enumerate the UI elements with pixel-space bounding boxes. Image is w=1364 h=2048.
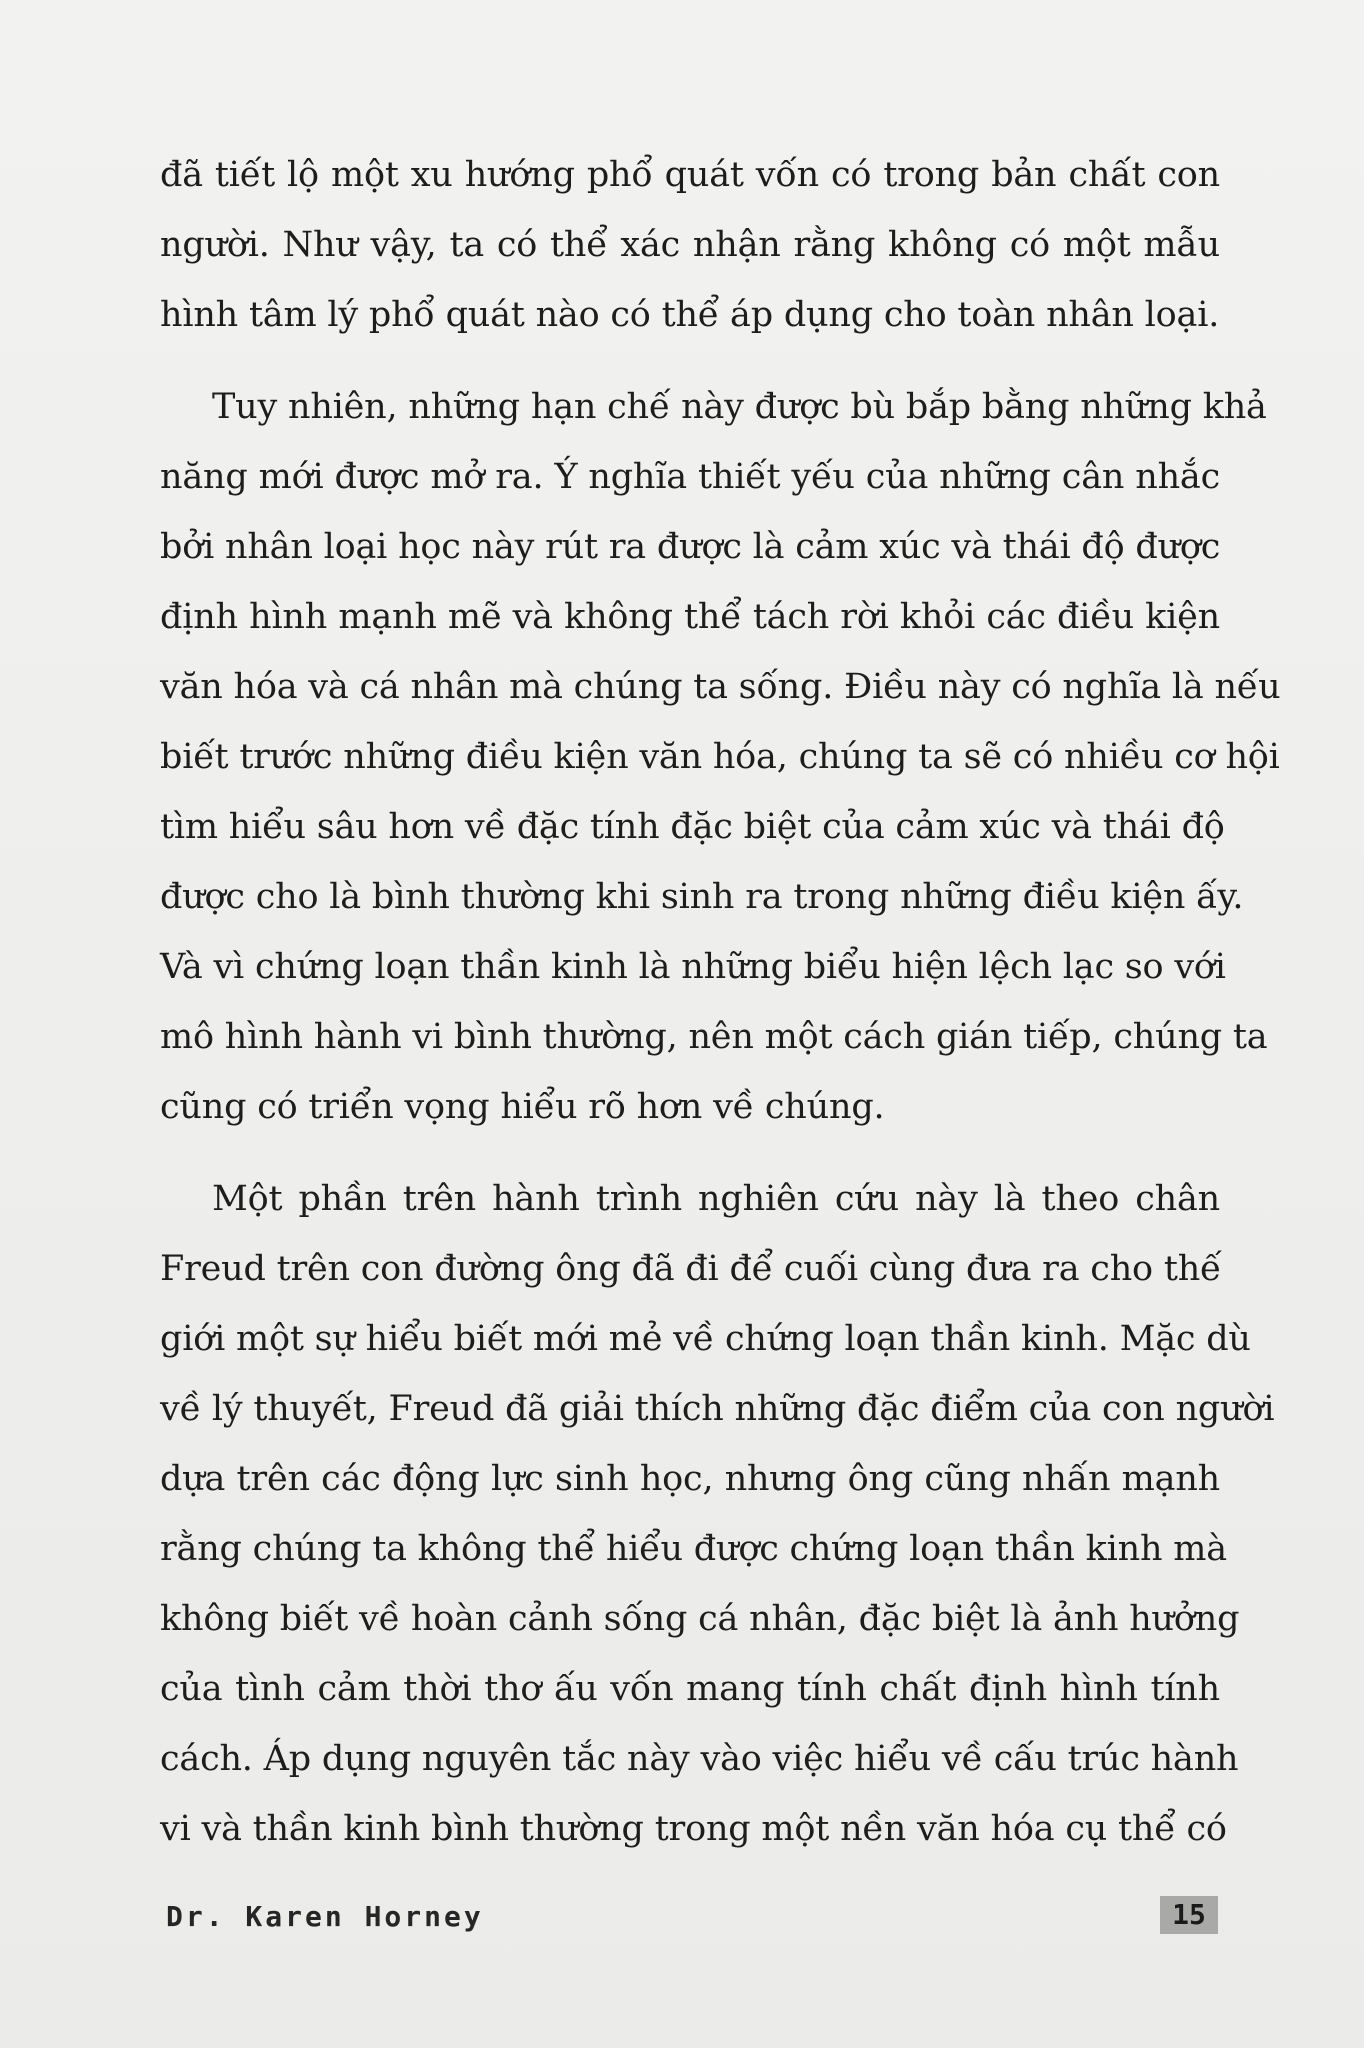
paragraph-1 [160,140,1220,350]
text-line: biết trước những điều kiện văn hóa, chúng ta sẽ có nhiều cơ hội [160,737,1280,777]
text-line: bởi nhân loại học này rút ra được là cảm xúc và thái độ được [160,527,1221,567]
paragraph-gap [160,1142,1220,1164]
text-line: định hình mạnh mẽ và không thể tách rời khỏi các điều kiện [160,597,1220,637]
text-line: vi và thần kinh bình thường trong một nền văn hóa cụ thể có [160,1809,1227,1849]
text-line: đã tiết lộ một xu hướng phổ quát vốn có trong bản chất con [160,155,1220,195]
footer-author: Dr. Karen Horney [166,1900,484,1933]
text-line: văn hóa và cá nhân mà chúng ta sống. Điều này có nghĩa là nếu [160,667,1281,707]
text-line: giới một sự hiểu biết mới mẻ về chứng loạn thần kinh. Mặc dù [160,1319,1251,1359]
text-line: rằng chúng ta không thể hiểu được chứng loạn thần kinh mà [160,1529,1227,1569]
paragraph-2 [160,372,1281,1142]
text-line: cách. Áp dụng nguyên tắc này vào việc hiểu về cấu trúc hành [160,1739,1239,1779]
paragraph-3 [160,1164,1275,1864]
text-line: Tuy nhiên, những hạn chế này được bù bắp bằng những khả [212,387,1267,427]
text-line: Freud trên con đường ông đã đi để cuối cùng đưa ra cho thế [160,1249,1222,1289]
text-line: tìm hiểu sâu hơn về đặc tính đặc biệt của cảm xúc và thái độ [160,807,1225,847]
text-line: Một phần trên hành trình nghiên cứu này là theo chân [212,1179,1220,1219]
text-line: được cho là bình thường khi sinh ra trong những điều kiện ấy. [160,877,1244,917]
text-line: mô hình hành vi bình thường, nên một cách gián tiếp, chúng ta [160,1017,1268,1057]
text-line: không biết về hoàn cảnh sống cá nhân, đặc biệt là ảnh hưởng [160,1599,1240,1639]
text-line: năng mới được mở ra. Ý nghĩa thiết yếu của những cân nhắc [160,457,1220,497]
page-number: 15 [1160,1896,1218,1934]
text-line: dựa trên các động lực sinh học, nhưng ông cũng nhấn mạnh [160,1459,1220,1499]
text-line: hình tâm lý phổ quát nào có thể áp dụng cho toàn nhân loại. [160,295,1220,335]
paragraph-gap [160,350,1220,372]
text-line: Và vì chứng loạn thần kinh là những biểu hiện lệch lạc so với [160,947,1226,987]
text-line: người. Như vậy, ta có thể xác nhận rằng không có một mẫu [160,225,1220,265]
text-line: của tình cảm thời thơ ấu vốn mang tính chất định hình tính [160,1669,1220,1709]
body-text [160,140,1281,1864]
text-line: cũng có triển vọng hiểu rõ hơn về chúng. [160,1087,885,1127]
text-line: về lý thuyết, Freud đã giải thích những đặc điểm của con người [160,1389,1275,1429]
